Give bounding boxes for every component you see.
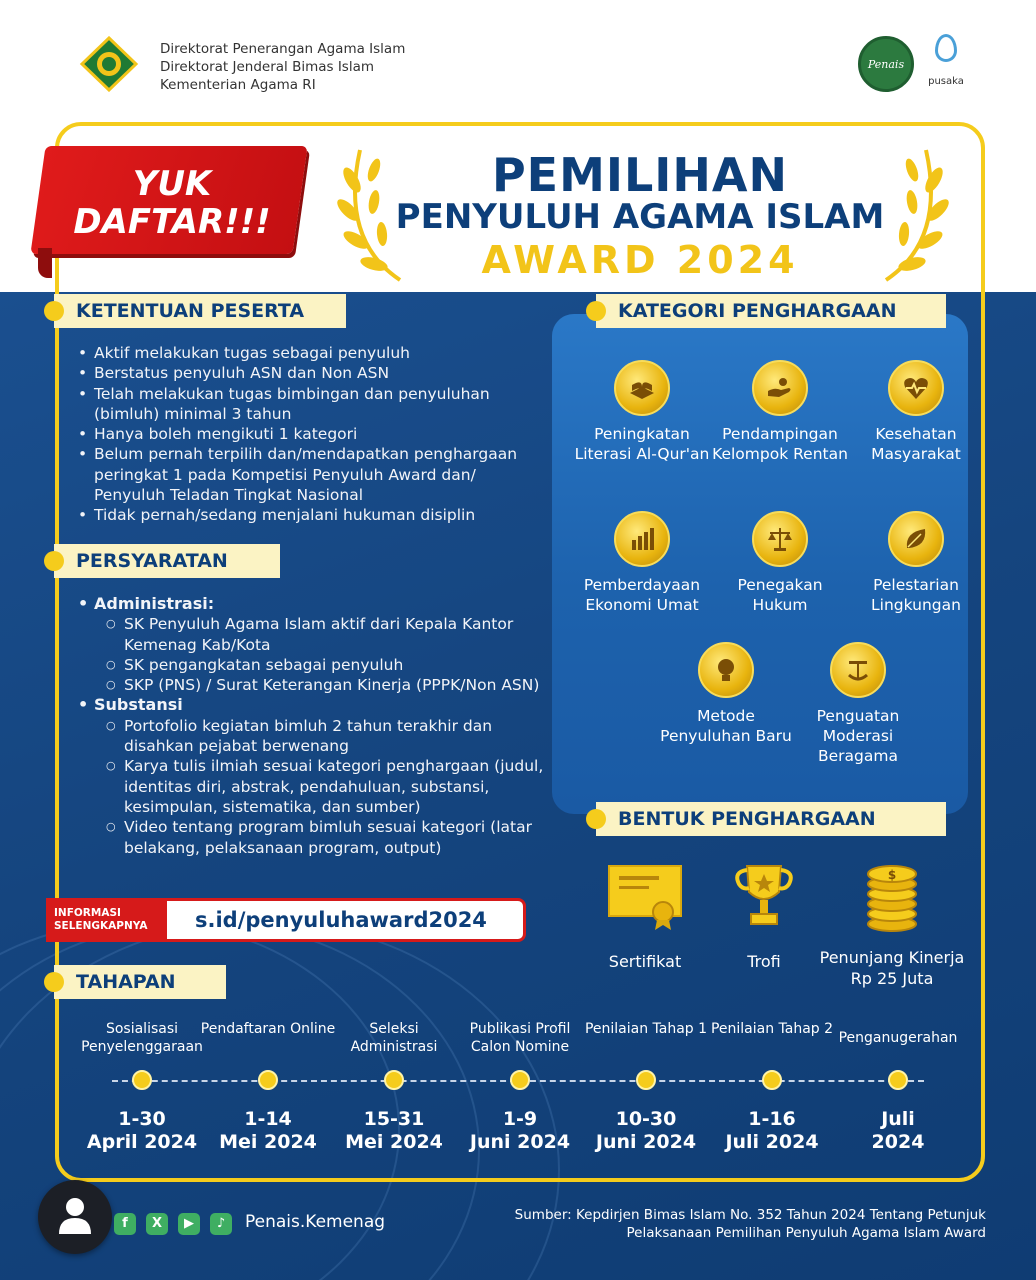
title-line-2: PENYULUH AGAMA ISLAM bbox=[395, 197, 885, 237]
bentuk-item bbox=[812, 862, 972, 989]
timeline-date bbox=[324, 1108, 464, 1154]
ketentuan-list bbox=[74, 343, 544, 526]
heading-bullet bbox=[586, 301, 606, 321]
pusaka-logo-text: pusaka bbox=[928, 76, 964, 87]
persyaratan-heading-text: PERSYARATAN bbox=[76, 550, 228, 572]
timeline-step-label: Penganugerahan bbox=[838, 1030, 958, 1046]
timeline-dot bbox=[636, 1070, 656, 1090]
trophy-icon bbox=[729, 862, 799, 932]
timeline-date-line: 2024 bbox=[871, 1131, 925, 1153]
timeline-dot bbox=[384, 1070, 404, 1090]
bentuk-heading-text: BENTUK PENGHARGAAN bbox=[618, 808, 876, 830]
list-item: • Telah melakukan tugas bimbingan dan penyuluhan (bimluh) minimal 3 tahun bbox=[74, 384, 544, 425]
kategori-label: Pemberdayaan Ekonomi Umat bbox=[583, 576, 701, 614]
title-line-1: PEMILIHAN bbox=[491, 148, 789, 202]
penais-logo-text: Penais bbox=[867, 58, 905, 71]
timeline-date-line: Juli 2024 bbox=[725, 1131, 819, 1153]
kategori-item bbox=[846, 511, 986, 615]
kategori-item bbox=[572, 360, 712, 464]
timeline-date bbox=[72, 1108, 212, 1154]
register-banner-text bbox=[62, 165, 282, 241]
timeline-dot bbox=[258, 1070, 278, 1090]
timeline-dot bbox=[888, 1070, 908, 1090]
ketentuan-heading-text: KETENTUAN PESERTA bbox=[76, 300, 305, 322]
heading-bullet bbox=[586, 809, 606, 829]
youtube-icon: ▶ bbox=[178, 1213, 200, 1235]
tiktok-icon: ♪ bbox=[210, 1213, 232, 1235]
heading-bullet bbox=[44, 301, 64, 321]
facebook-icon: f bbox=[114, 1213, 136, 1235]
timeline-date bbox=[576, 1108, 716, 1154]
quran-icon bbox=[614, 360, 670, 416]
kategori-heading-text: KATEGORI PENGHARGAAN bbox=[618, 300, 897, 322]
bentuk-item bbox=[590, 862, 700, 972]
pusaka-logo bbox=[926, 34, 966, 94]
penais-logo bbox=[858, 36, 914, 92]
org-line: Direktorat Jenderal Bimas Islam bbox=[160, 59, 375, 75]
kategori-item bbox=[710, 511, 850, 615]
heading-bullet bbox=[44, 972, 64, 992]
kategori-label: Penegakan Hukum bbox=[737, 576, 823, 614]
banner-line: DAFTAR!!! bbox=[73, 202, 271, 242]
timeline-date bbox=[828, 1108, 968, 1154]
org-line: Kementerian Agama RI bbox=[160, 77, 316, 93]
svg-text:$: $ bbox=[887, 868, 897, 882]
bentuk-label: Trofi bbox=[747, 952, 781, 971]
kategori-item bbox=[572, 511, 712, 615]
timeline-date-line: Mei 2024 bbox=[345, 1131, 443, 1153]
timeline-date-line: 1-30 bbox=[118, 1108, 166, 1130]
kategori-item bbox=[788, 642, 928, 766]
timeline-dot bbox=[510, 1070, 530, 1090]
timeline-date-line: 10-30 bbox=[615, 1108, 677, 1130]
list-item: ○ SKP (PNS) / Surat Keterangan Kinerja (PPPK/Non ASN) bbox=[74, 675, 544, 695]
organization-name bbox=[160, 40, 405, 94]
bentuk-label: Sertifikat bbox=[608, 952, 682, 971]
economy-chart-icon bbox=[614, 511, 670, 567]
bentuk-label: Penunjang Kinerja Rp 25 Juta bbox=[819, 948, 965, 988]
balance-icon bbox=[830, 642, 886, 698]
timeline-date-line: 15-31 bbox=[363, 1108, 425, 1130]
timeline-step-label: Sosialisasi Penyelenggaraan bbox=[81, 1021, 203, 1055]
list-item: • Aktif melakukan tugas sebagai penyuluh bbox=[74, 343, 544, 363]
timeline-date-line: Mei 2024 bbox=[219, 1131, 317, 1153]
list-item: • Substansi bbox=[74, 695, 544, 715]
heartbeat-icon bbox=[888, 360, 944, 416]
persyaratan-heading bbox=[54, 544, 280, 578]
certificate-icon bbox=[605, 862, 685, 932]
kategori-label: Pelestarian Lingkungan bbox=[871, 576, 961, 614]
kategori-label: Peningkatan Literasi Al-Qur'an bbox=[574, 425, 710, 463]
list-item: ○ SK pengangkatan sebagai penyuluh bbox=[74, 655, 544, 675]
kategori-label: Pendampingan Kelompok Rentan bbox=[712, 425, 848, 463]
kategori-label: Penguatan Moderasi Beragama bbox=[816, 707, 900, 765]
list-item: ○ Karya tulis ilmiah sesuai kategori penghargaan (judul, identitas diri, abstrak, pendahuluan, substansi, kesimpulan, sistematika, dan sumber) bbox=[74, 756, 544, 817]
list-item: • Administrasi: bbox=[74, 594, 544, 614]
kemenag-logo-icon bbox=[78, 36, 140, 92]
timeline-step-label: Seleksi Administrasi bbox=[350, 1021, 438, 1055]
persyaratan-list bbox=[74, 594, 544, 858]
ketentuan-heading bbox=[54, 294, 346, 328]
bentuk-heading bbox=[596, 802, 946, 836]
pusaka-drop-icon bbox=[935, 34, 957, 62]
kategori-label: Kesehatan Masyarakat bbox=[871, 425, 961, 463]
kategori-item bbox=[710, 360, 850, 464]
banner-line: YUK bbox=[132, 164, 212, 204]
list-item: • Belum pernah terpilih dan/mendapatkan penghargaan peringkat 1 pada Kompetisi Penyuluh Award dan/ Penyuluh Teladan Tingkat Nasional bbox=[74, 444, 544, 505]
timeline-date bbox=[450, 1108, 590, 1154]
list-item: ○ Portofolio kegiatan bimluh 2 tahun terakhir dan disahkan pejabat berwenang bbox=[74, 716, 544, 757]
timeline-date-line: Juni 2024 bbox=[469, 1131, 571, 1153]
list-item: ○ SK Penyuluh Agama Islam aktif dari Kepala Kantor Kemenag Kab/Kota bbox=[74, 614, 544, 655]
bentuk-item bbox=[712, 862, 816, 972]
list-item: ○ Video tentang program bimluh sesuai kategori (latar belakang, pelaksanaan program, output) bbox=[74, 817, 544, 858]
timeline-date-line: 1-14 bbox=[244, 1108, 292, 1130]
timeline-step-label: Publikasi Profil Calon Nomine bbox=[469, 1021, 571, 1055]
kategori-item bbox=[656, 642, 796, 746]
register-banner-fold bbox=[38, 248, 52, 278]
heading-bullet bbox=[44, 551, 64, 571]
list-item: • Tidak pernah/sedang menjalani hukuman disiplin bbox=[74, 505, 544, 525]
timeline-date-line: 1-16 bbox=[748, 1108, 796, 1130]
list-item: • Berstatus penyuluh ASN dan Non ASN bbox=[74, 363, 544, 383]
registration-link[interactable]: s.id/penyuluhaward2024 bbox=[164, 898, 526, 942]
info-label: INFORMASI SELENGKAPNYA bbox=[46, 898, 176, 942]
x-icon: X bbox=[146, 1213, 168, 1235]
org-line: Direktorat Penerangan Agama Islam bbox=[160, 41, 406, 57]
scales-icon bbox=[752, 511, 808, 567]
timeline-dot bbox=[762, 1070, 782, 1090]
timeline-step-label: Pendaftaran Online bbox=[200, 1021, 336, 1037]
timeline-date-line: Juni 2024 bbox=[595, 1131, 697, 1153]
timeline-date-line: Juli bbox=[881, 1108, 915, 1130]
timeline-step-label: Penilaian Tahap 2 bbox=[710, 1021, 834, 1037]
social-handle: Penais.Kemenag bbox=[245, 1212, 386, 1232]
lightbulb-icon bbox=[698, 642, 754, 698]
user-icon bbox=[58, 1196, 92, 1236]
coins-icon bbox=[857, 862, 927, 934]
timeline-dot bbox=[132, 1070, 152, 1090]
helping-hand-icon bbox=[752, 360, 808, 416]
tahapan-heading bbox=[54, 965, 226, 999]
kategori-item bbox=[846, 360, 986, 464]
timeline-date-line: April 2024 bbox=[86, 1131, 198, 1153]
tahapan-heading-text: TAHAPAN bbox=[76, 971, 176, 993]
list-item: • Hanya boleh mengikuti 1 kategori bbox=[74, 424, 544, 444]
leaf-icon bbox=[888, 511, 944, 567]
title-line-3: AWARD 2024 bbox=[481, 238, 799, 282]
timeline-date bbox=[702, 1108, 842, 1154]
kategori-label: Metode Penyuluhan Baru bbox=[660, 707, 792, 745]
timeline-date-line: 1-9 bbox=[502, 1108, 538, 1130]
kategori-heading bbox=[596, 294, 946, 328]
timeline-date bbox=[198, 1108, 338, 1154]
source-note: Sumber: Kepdirjen Bimas Islam No. 352 Tahun 2024 Tentang Petunjuk Pelaksanaan Pemilihan Penyuluh Agama Islam Award bbox=[514, 1207, 986, 1241]
avatar[interactable] bbox=[38, 1180, 112, 1254]
timeline-step-label: Penilaian Tahap 1 bbox=[584, 1021, 708, 1037]
